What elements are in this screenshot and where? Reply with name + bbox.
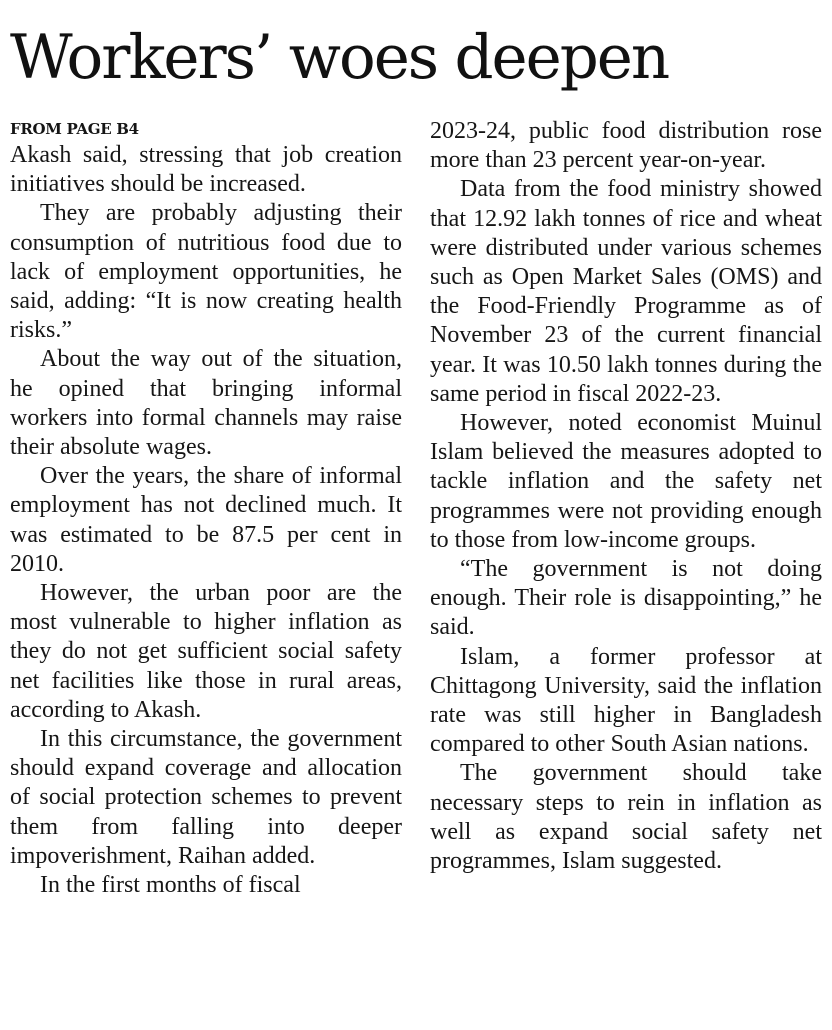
paragraph: Akash said, stressing that job creation initiatives should be increased.	[10, 142, 402, 198]
paragraph: However, noted economist Muinul Islam believed the measures adopted to tackle inflation and the safety net programmes were not providing enough to those from low-income groups.	[430, 410, 822, 553]
paragraph: In the first months of fiscal	[40, 872, 301, 899]
paragraph: In this circumstance, the government should expand coverage and allocation of social protection schemes to prevent them from falling into deeper impoverishment, Raihan added.	[10, 726, 402, 869]
paragraph: About the way out of the situation, he opined that bringing informal workers into formal channels may raise their absolute wages.	[10, 346, 402, 461]
paragraph: Islam, a former professor at Chittagong University, said the inflation rate was still higher in Bangladesh compared to other South Asian nations.	[430, 643, 822, 758]
paragraph: “The government is not doing enough. Their role is disappointing,” he said.	[430, 556, 822, 641]
paragraph: Data from the food ministry showed that 12.92 lakh tonnes of rice and wheat were distributed under various schemes such as Open Market Sales (OMS) and the Food-Friendly Programme as of November 23 of the current financial year. It was 10.50 lakh tonnes during the same period in fiscal 2022-23.	[430, 176, 822, 407]
article-column-right	[430, 117, 822, 876]
article-column-left	[10, 117, 402, 900]
paragraph: 2023-24, public food distribution rose more than 23 percent year-on-year.	[430, 118, 822, 174]
headline: Workers’ woes deepen	[10, 22, 669, 93]
paragraph: Over the years, the share of informal employment has not declined much. It was estimated to be 87.5 per cent in 2010.	[10, 463, 402, 577]
paragraph: The government should take necessary steps to rein in inflation as well as expand social safety net programmes, Islam suggested.	[430, 760, 822, 875]
paragraph: However, the urban poor are the most vulnerable to higher inflation as they do not get sufficient social safety net facilities like those in rural areas, according to Akash.	[10, 580, 402, 723]
paragraph: They are probably adjusting their consumption of nutritious food due to lack of employment opportunities, he said, adding: “It is now creating health risks.”	[10, 200, 402, 344]
continuation-kicker: FROM PAGE B4	[10, 120, 139, 138]
